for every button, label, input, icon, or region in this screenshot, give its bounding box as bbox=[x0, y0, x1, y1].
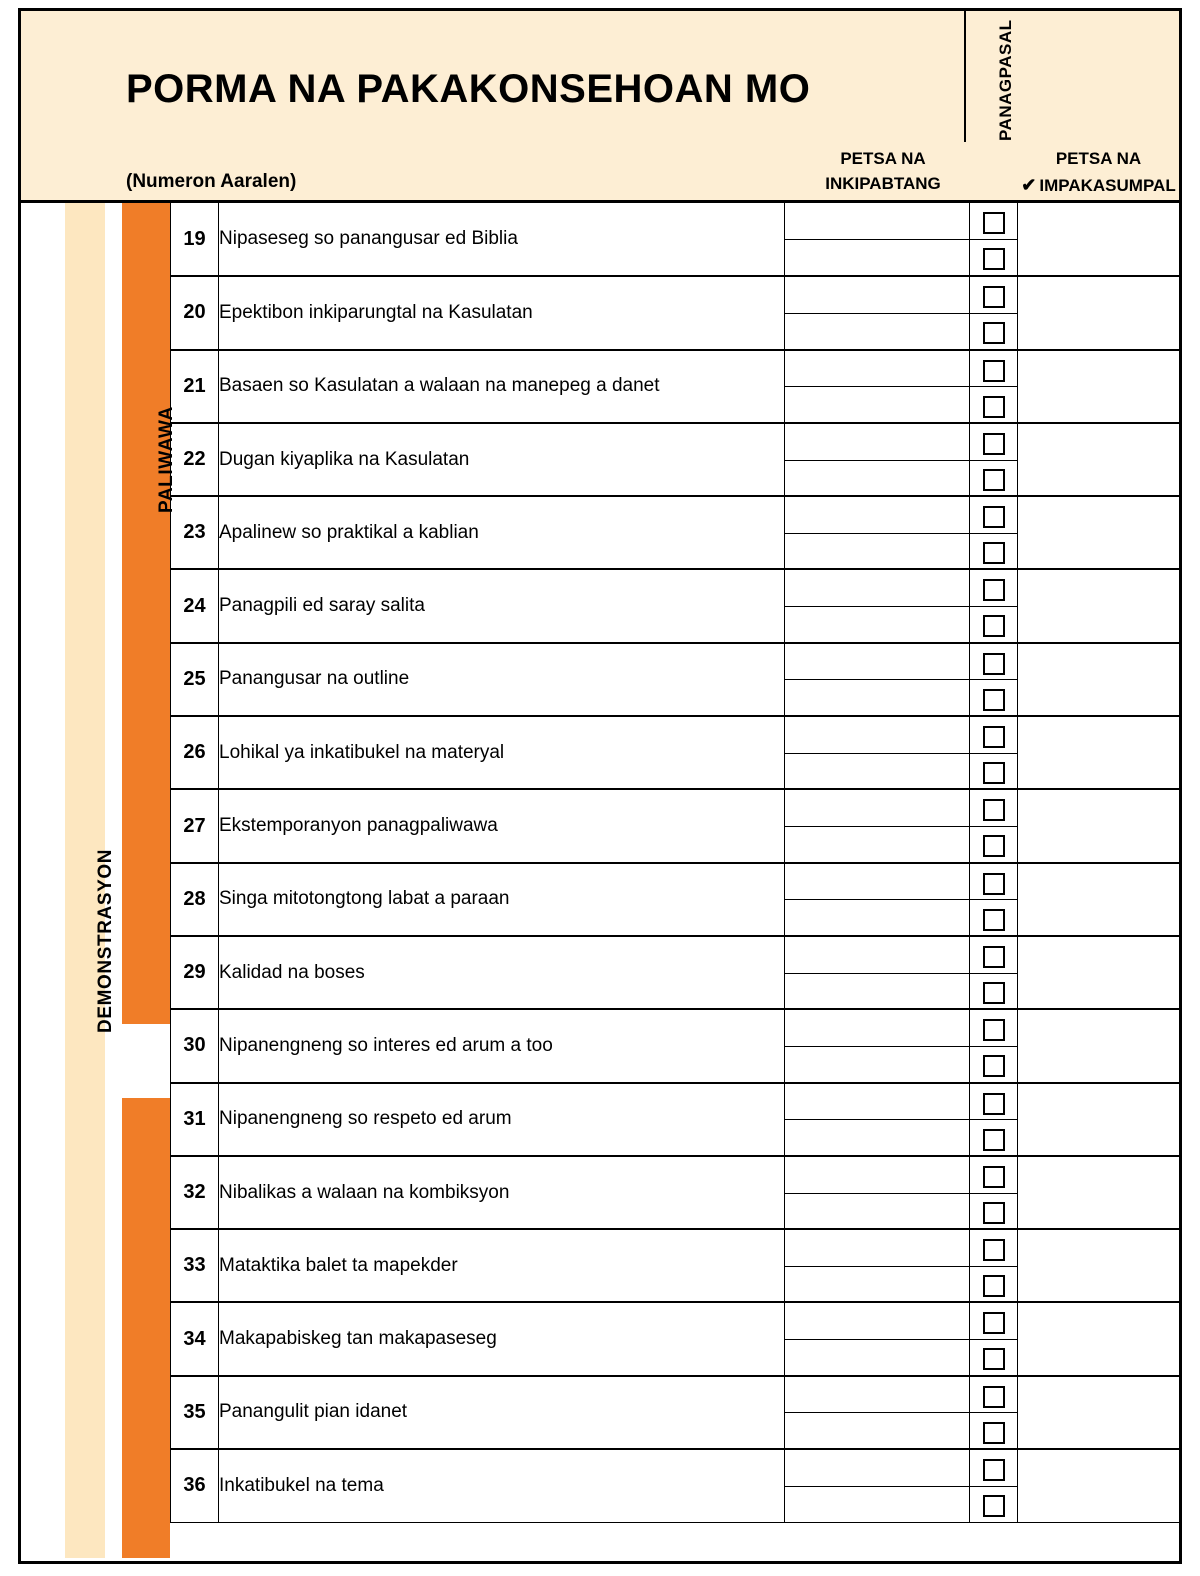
checkbox[interactable] bbox=[983, 248, 1005, 270]
pass-checkbox-cell[interactable] bbox=[970, 1376, 1018, 1449]
cell-divider bbox=[970, 973, 1017, 974]
checkbox[interactable] bbox=[983, 946, 1005, 968]
cell-divider bbox=[970, 753, 1017, 754]
checkbox[interactable] bbox=[983, 1129, 1005, 1151]
row-label: Inkatibukel na tema bbox=[219, 1449, 785, 1522]
pass-checkbox-cell[interactable] bbox=[970, 203, 1018, 276]
row-number: 23 bbox=[171, 496, 219, 569]
row-number: 31 bbox=[171, 1083, 219, 1156]
row-number: 29 bbox=[171, 936, 219, 1009]
worksheet bbox=[18, 8, 1182, 1564]
cell-divider bbox=[785, 533, 969, 534]
cell-divider bbox=[970, 679, 1017, 680]
row-label: Lohikal ya inkatibukel na materyal bbox=[219, 716, 785, 789]
date-completed-cell[interactable] bbox=[1018, 936, 1180, 1009]
row-label: Dugan kiyaplika na Kasulatan bbox=[219, 423, 785, 496]
cell-divider bbox=[970, 460, 1017, 461]
cell-divider bbox=[785, 753, 969, 754]
table-row bbox=[171, 203, 1180, 276]
table-row bbox=[171, 1449, 1180, 1522]
checkbox[interactable] bbox=[983, 286, 1005, 308]
date-assigned-cell[interactable] bbox=[785, 1376, 970, 1449]
row-label: Epektibon inkiparungtal na Kasulatan bbox=[219, 276, 785, 349]
checkbox[interactable] bbox=[983, 835, 1005, 857]
date-assigned-cell[interactable] bbox=[785, 569, 970, 642]
checkbox[interactable] bbox=[983, 799, 1005, 821]
checkbox[interactable] bbox=[983, 653, 1005, 675]
checkbox[interactable] bbox=[983, 1348, 1005, 1370]
row-label: Ekstemporanyon panagpaliwawa bbox=[219, 789, 785, 862]
body bbox=[21, 203, 1179, 1558]
row-label: Makapabiskeg tan makapaseseg bbox=[219, 1302, 785, 1375]
pass-checkbox-cell[interactable] bbox=[970, 1449, 1018, 1522]
date-completed-cell[interactable] bbox=[1018, 350, 1180, 423]
row-number: 32 bbox=[171, 1156, 219, 1229]
checkbox[interactable] bbox=[983, 873, 1005, 895]
checkbox[interactable] bbox=[983, 506, 1005, 528]
cell-divider bbox=[970, 826, 1017, 827]
date-completed-cell[interactable] bbox=[1018, 496, 1180, 569]
date-completed-cell[interactable] bbox=[1018, 1302, 1180, 1375]
cell-divider bbox=[785, 386, 969, 387]
table-row bbox=[171, 1009, 1180, 1082]
row-label: Nibalikas a walaan na kombiksyon bbox=[219, 1156, 785, 1229]
cell-divider bbox=[171, 863, 1180, 864]
band-demonstration-label: DEMONSTRASYON bbox=[95, 848, 116, 1033]
row-number: 30 bbox=[171, 1009, 219, 1082]
row-label: Panangulit pian idanet bbox=[219, 1376, 785, 1449]
cell-divider bbox=[785, 1266, 969, 1267]
row-label: Nipanengneng so respeto ed arum bbox=[219, 1083, 785, 1156]
cell-divider bbox=[785, 460, 969, 461]
band-explanation-upper bbox=[122, 203, 177, 1024]
date-completed-cell[interactable] bbox=[1018, 1009, 1180, 1082]
pass-checkbox-cell[interactable] bbox=[970, 1083, 1018, 1156]
checkbox[interactable] bbox=[983, 689, 1005, 711]
date-assigned-cell[interactable] bbox=[785, 276, 970, 349]
checkbox[interactable] bbox=[983, 212, 1005, 234]
pass-checkbox-cell[interactable] bbox=[970, 1009, 1018, 1082]
pass-checkbox-cell[interactable] bbox=[970, 496, 1018, 569]
checkbox[interactable] bbox=[983, 1166, 1005, 1188]
date-assigned-cell[interactable] bbox=[785, 936, 970, 1009]
date-completed-cell[interactable] bbox=[1018, 1156, 1180, 1229]
check-icon: ✔ bbox=[1021, 174, 1037, 195]
table-row bbox=[171, 569, 1180, 642]
cell-divider bbox=[970, 1266, 1017, 1267]
table-row bbox=[171, 716, 1180, 789]
pass-checkbox-cell[interactable] bbox=[970, 716, 1018, 789]
row-label: Panagpili ed saray salita bbox=[219, 569, 785, 642]
cell-divider bbox=[785, 239, 969, 240]
checkbox[interactable] bbox=[983, 1093, 1005, 1115]
band-explanation-label: PALIWAWA bbox=[156, 406, 177, 513]
cell-divider bbox=[970, 1046, 1017, 1047]
row-number: 34 bbox=[171, 1302, 219, 1375]
date-completed-cell[interactable] bbox=[1018, 203, 1180, 276]
checkbox[interactable] bbox=[983, 1239, 1005, 1261]
cell-divider bbox=[970, 1339, 1017, 1340]
band-demonstration bbox=[65, 203, 116, 1558]
checkbox[interactable] bbox=[983, 726, 1005, 748]
date-assigned-cell[interactable] bbox=[785, 1302, 970, 1375]
checkbox[interactable] bbox=[983, 322, 1005, 344]
cell-divider bbox=[970, 386, 1017, 387]
cell-divider bbox=[970, 533, 1017, 534]
checkbox[interactable] bbox=[983, 579, 1005, 601]
row-number: 28 bbox=[171, 863, 219, 936]
date-assigned-cell[interactable] bbox=[785, 1083, 970, 1156]
header bbox=[21, 11, 1179, 203]
table-row bbox=[171, 350, 1180, 423]
date-assigned-cell[interactable] bbox=[785, 643, 970, 716]
checkbox[interactable] bbox=[983, 1019, 1005, 1041]
date-completed-line1: PETSA NA bbox=[1055, 149, 1142, 168]
pass-checkbox-cell[interactable] bbox=[970, 863, 1018, 936]
row-label: Nipanengneng so interes ed arum a too bbox=[219, 1009, 785, 1082]
checkbox[interactable] bbox=[983, 1275, 1005, 1297]
lesson-table-body bbox=[171, 203, 1180, 1522]
cell-divider bbox=[970, 1412, 1017, 1413]
checkbox[interactable] bbox=[983, 909, 1005, 931]
lesson-table bbox=[170, 203, 1180, 1523]
checkbox[interactable] bbox=[983, 982, 1005, 1004]
date-completed-cell[interactable] bbox=[1018, 569, 1180, 642]
date-assigned-cell[interactable] bbox=[785, 496, 970, 569]
band-explanation-lower bbox=[122, 1098, 170, 1558]
table-row bbox=[171, 1083, 1180, 1156]
table-row bbox=[171, 276, 1180, 349]
date-assigned-cell[interactable] bbox=[785, 1449, 970, 1522]
cell-divider bbox=[785, 313, 969, 314]
row-label: Apalinew so praktikal a kablian bbox=[219, 496, 785, 569]
date-assigned-cell[interactable] bbox=[785, 350, 970, 423]
date-assigned-cell[interactable] bbox=[785, 423, 970, 496]
date-assigned-cell[interactable] bbox=[785, 1009, 970, 1082]
row-label: Mataktika balet ta mapekder bbox=[219, 1229, 785, 1302]
pass-label: PANAGPASAL bbox=[996, 19, 1015, 141]
date-completed-cell[interactable] bbox=[1018, 789, 1180, 862]
cell-divider bbox=[785, 1119, 969, 1120]
checkbox[interactable] bbox=[983, 1312, 1005, 1334]
table-row bbox=[171, 789, 1180, 862]
date-assigned-cell[interactable] bbox=[785, 863, 970, 936]
checkbox[interactable] bbox=[983, 762, 1005, 784]
pass-checkbox-cell[interactable] bbox=[970, 643, 1018, 716]
cell-divider bbox=[785, 973, 969, 974]
row-label: Singa mitotongtong labat a paraan bbox=[219, 863, 785, 936]
row-label: Nipaseseg so panangusar ed Biblia bbox=[219, 203, 785, 276]
row-number: 36 bbox=[171, 1449, 219, 1522]
row-number: 21 bbox=[171, 350, 219, 423]
date-completed-cell[interactable] bbox=[1018, 1229, 1180, 1302]
row-number: 27 bbox=[171, 789, 219, 862]
table-row bbox=[171, 863, 1180, 936]
row-number: 26 bbox=[171, 716, 219, 789]
checkbox[interactable] bbox=[983, 360, 1005, 382]
cell-divider bbox=[785, 899, 969, 900]
row-number: 22 bbox=[171, 423, 219, 496]
row-number: 33 bbox=[171, 1229, 219, 1302]
date-completed-cell[interactable] bbox=[1018, 1083, 1180, 1156]
date-completed-cell[interactable] bbox=[1018, 1376, 1180, 1449]
column-header-pass bbox=[966, 15, 1015, 145]
checkbox[interactable] bbox=[983, 433, 1005, 455]
date-completed-cell[interactable] bbox=[1018, 643, 1180, 716]
checkbox[interactable] bbox=[983, 615, 1005, 637]
cell-divider bbox=[970, 899, 1017, 900]
cell-divider bbox=[785, 1339, 969, 1340]
pass-checkbox-cell[interactable] bbox=[970, 936, 1018, 1009]
date-completed-cell[interactable] bbox=[1018, 423, 1180, 496]
date-completed-cell[interactable] bbox=[1018, 863, 1180, 936]
cell-divider bbox=[970, 1119, 1017, 1120]
date-completed-cell[interactable] bbox=[1018, 1449, 1180, 1522]
cell-divider bbox=[785, 679, 969, 680]
table-row bbox=[171, 643, 1180, 716]
cell-divider bbox=[970, 606, 1017, 607]
pass-checkbox-cell[interactable] bbox=[970, 423, 1018, 496]
date-assigned-cell[interactable] bbox=[785, 716, 970, 789]
cell-divider bbox=[785, 606, 969, 607]
date-assigned-line1: PETSA NA bbox=[840, 149, 926, 168]
cell-divider bbox=[785, 1046, 969, 1047]
cell-divider bbox=[785, 1412, 969, 1413]
table-row bbox=[171, 936, 1180, 1009]
cell-divider bbox=[970, 1486, 1017, 1487]
pass-checkbox-cell[interactable] bbox=[970, 1229, 1018, 1302]
checkbox[interactable] bbox=[983, 1495, 1005, 1517]
checkbox[interactable] bbox=[983, 1055, 1005, 1077]
cell-divider bbox=[970, 239, 1017, 240]
table-row bbox=[171, 1229, 1180, 1302]
cell-divider bbox=[785, 1486, 969, 1487]
row-label: Kalidad na boses bbox=[219, 936, 785, 1009]
date-assigned-line2: INKIPABTANG bbox=[825, 173, 941, 193]
cell-divider bbox=[970, 313, 1017, 314]
row-label: Panangusar na outline bbox=[219, 643, 785, 716]
cell-divider bbox=[970, 1193, 1017, 1194]
pass-checkbox-cell[interactable] bbox=[970, 789, 1018, 862]
checkbox[interactable] bbox=[983, 396, 1005, 418]
date-assigned-cell[interactable] bbox=[785, 1156, 970, 1229]
checkbox[interactable] bbox=[983, 542, 1005, 564]
table-row bbox=[171, 1302, 1180, 1375]
pass-checkbox-cell[interactable] bbox=[970, 276, 1018, 349]
row-number: 25 bbox=[171, 643, 219, 716]
checkbox[interactable] bbox=[983, 1202, 1005, 1224]
date-completed-cell[interactable] bbox=[1018, 716, 1180, 789]
date-completed-cell[interactable] bbox=[1018, 276, 1180, 349]
pass-checkbox-cell[interactable] bbox=[970, 1302, 1018, 1375]
checkbox[interactable] bbox=[983, 1386, 1005, 1408]
date-completed-line2-wrap bbox=[1006, 172, 1191, 199]
table-row bbox=[171, 423, 1180, 496]
table-row bbox=[171, 1156, 1180, 1229]
row-number: 20 bbox=[171, 276, 219, 349]
page-subtitle: (Numeron Aaralen) bbox=[126, 171, 297, 192]
cell-divider bbox=[785, 826, 969, 827]
checkbox[interactable] bbox=[983, 1459, 1005, 1481]
page-title: PORMA NA PAKAKONSEHOAN MO bbox=[126, 67, 811, 111]
checkbox[interactable] bbox=[983, 1422, 1005, 1444]
pass-checkbox-cell[interactable] bbox=[970, 569, 1018, 642]
date-assigned-cell[interactable] bbox=[785, 203, 970, 276]
column-header-date-completed bbox=[1006, 147, 1191, 198]
row-label: Basaen so Kasulatan a walaan na manepeg a danet bbox=[219, 350, 785, 423]
row-number: 19 bbox=[171, 203, 219, 276]
date-completed-line2: IMPAKASUMPAL bbox=[1039, 175, 1176, 195]
table-row bbox=[171, 496, 1180, 569]
cell-divider bbox=[785, 1193, 969, 1194]
date-assigned-cell[interactable] bbox=[785, 789, 970, 862]
date-assigned-cell[interactable] bbox=[785, 1229, 970, 1302]
row-number: 35 bbox=[171, 1376, 219, 1449]
row-number: 24 bbox=[171, 569, 219, 642]
pass-checkbox-cell[interactable] bbox=[970, 1156, 1018, 1229]
column-header-date-assigned bbox=[793, 147, 973, 196]
table-row bbox=[171, 1376, 1180, 1449]
checkbox[interactable] bbox=[983, 469, 1005, 491]
pass-checkbox-cell[interactable] bbox=[970, 350, 1018, 423]
